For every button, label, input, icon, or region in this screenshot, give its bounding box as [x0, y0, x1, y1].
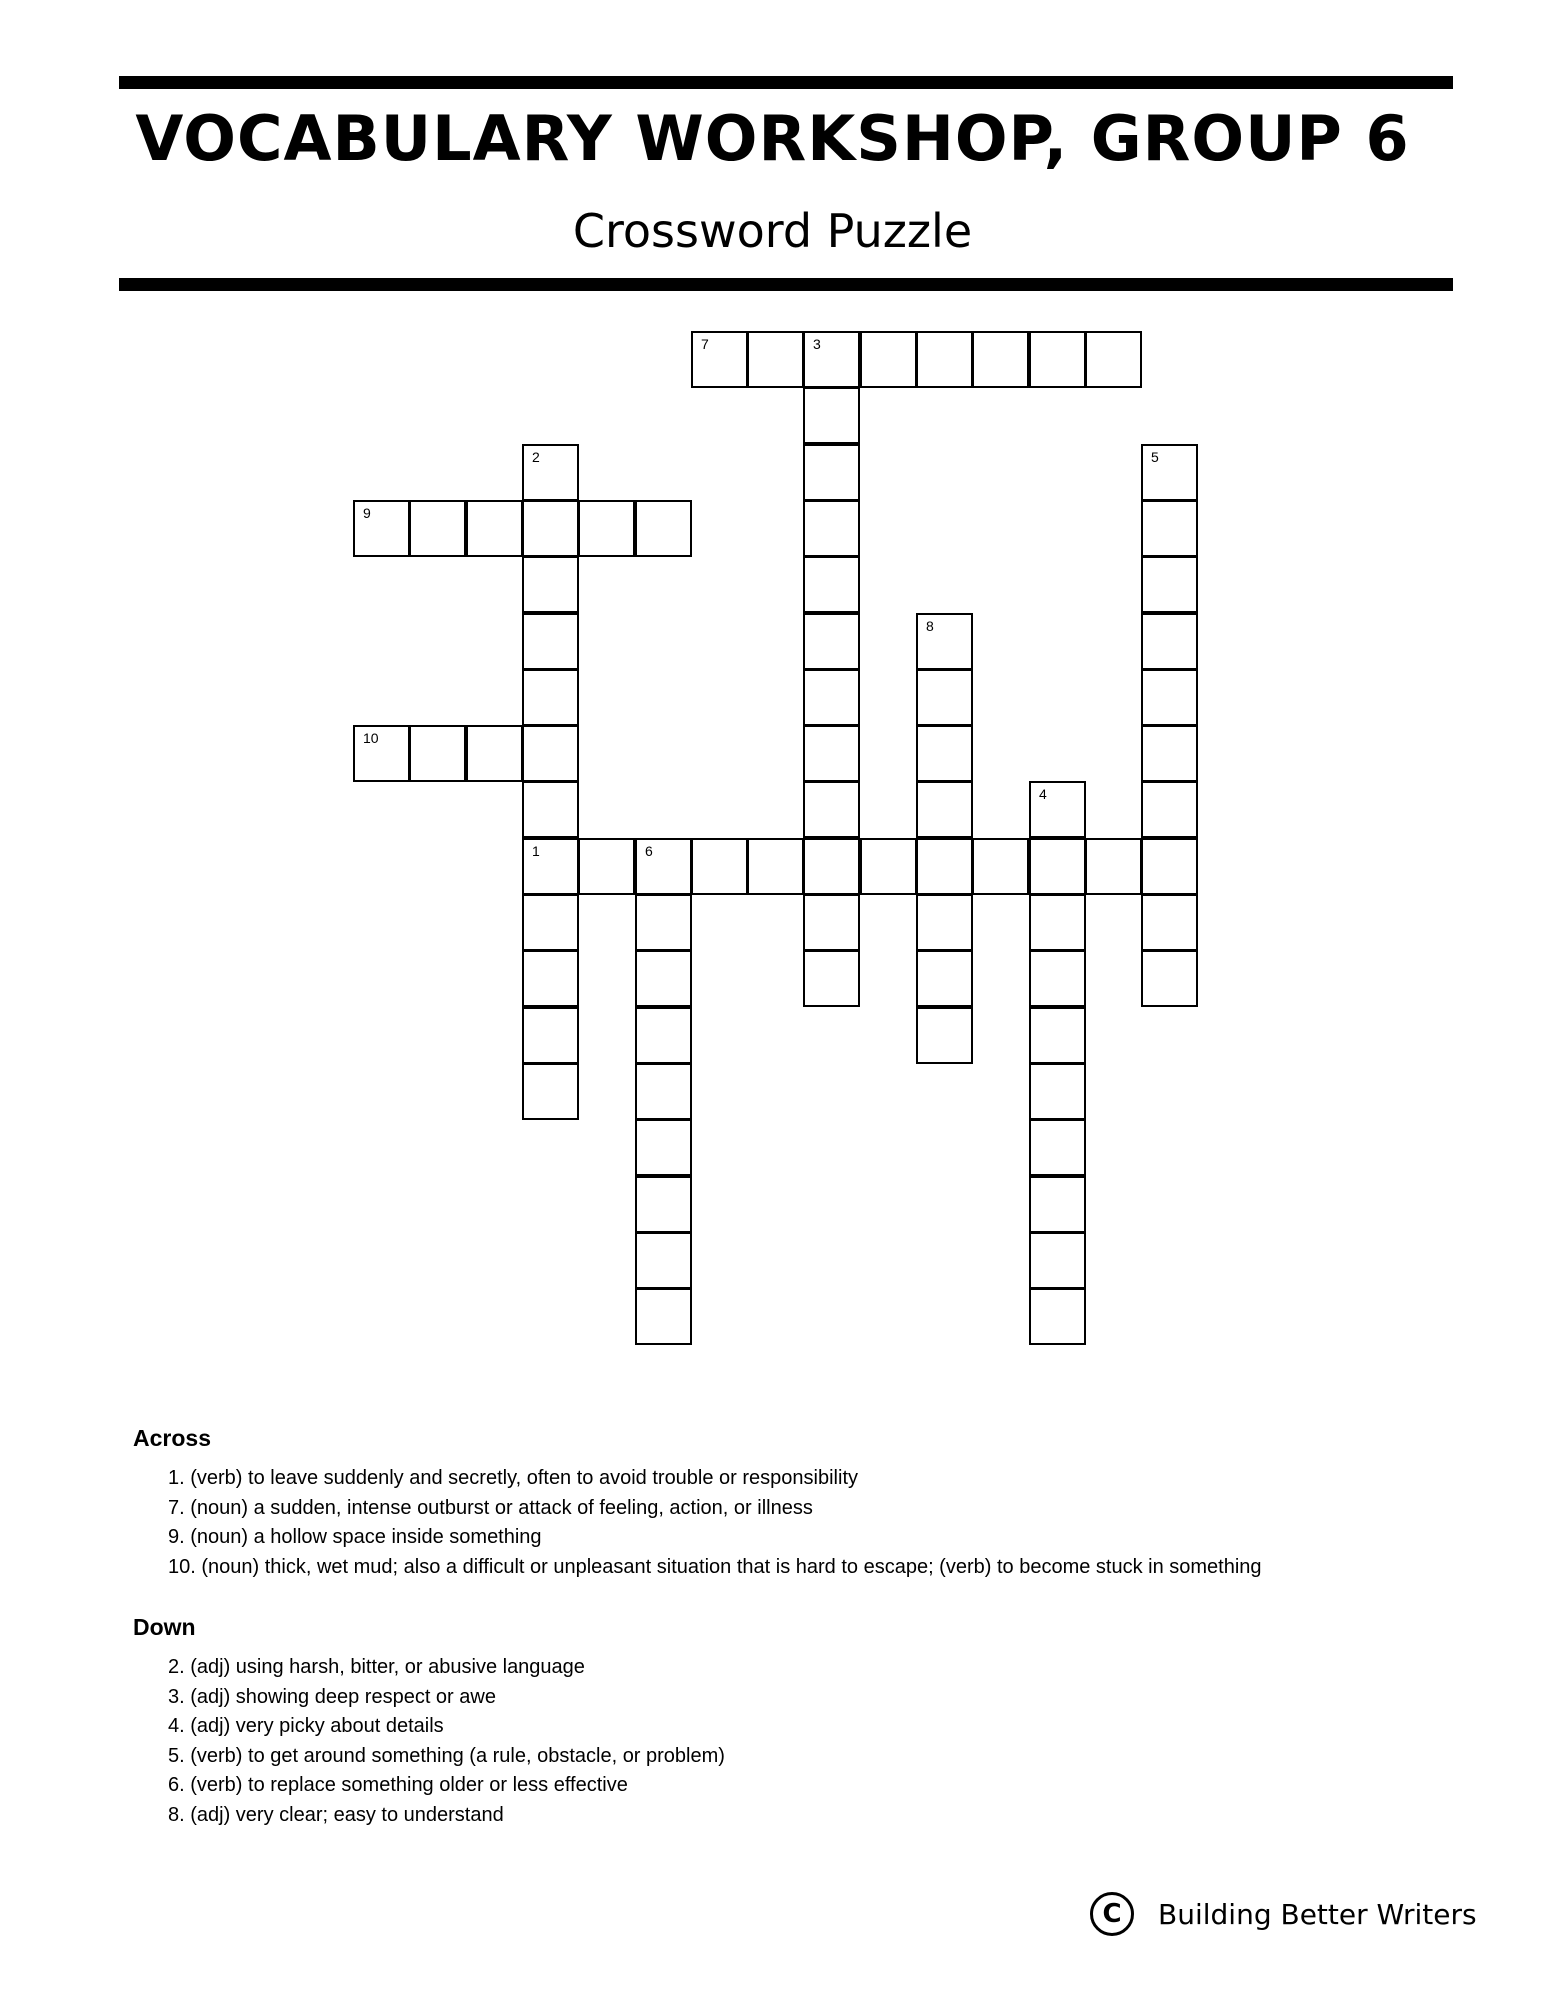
- clue-number: 1: [532, 843, 540, 859]
- crossword-cell[interactable]: [1029, 1119, 1086, 1176]
- clue-number: 4: [1039, 786, 1047, 802]
- crossword-cell[interactable]: [1141, 725, 1198, 782]
- crossword-cell[interactable]: [522, 838, 579, 895]
- down-heading: Down: [133, 1614, 196, 1640]
- crossword-cell[interactable]: [747, 838, 804, 895]
- crossword-cell[interactable]: [803, 331, 860, 388]
- clue-number: 3: [813, 336, 821, 352]
- crossword-cell[interactable]: [803, 613, 860, 670]
- crossword-cell[interactable]: [803, 894, 860, 951]
- crossword-cell[interactable]: [522, 613, 579, 670]
- crossword-cell[interactable]: [1029, 331, 1086, 388]
- crossword-cell[interactable]: [353, 725, 410, 782]
- clue-number: 2: [532, 449, 540, 465]
- down-clue: 3. (adj) showing deep respect or awe: [168, 1685, 496, 1708]
- copyright-icon: C: [1090, 1892, 1134, 1936]
- crossword-cell[interactable]: [522, 669, 579, 726]
- brand-name: Building Better Writers: [1158, 1897, 1477, 1931]
- crossword-cell[interactable]: [1029, 1176, 1086, 1233]
- crossword-cell[interactable]: [635, 1288, 692, 1345]
- page-subtitle: Crossword Puzzle: [572, 204, 973, 258]
- crossword-cell[interactable]: [972, 331, 1029, 388]
- across-clue: 7. (noun) a sudden, intense outburst or attack of feeling, action, or illness: [168, 1496, 813, 1519]
- crossword-cell[interactable]: [578, 838, 635, 895]
- crossword-cell[interactable]: [1141, 669, 1198, 726]
- crossword-cell[interactable]: [635, 1232, 692, 1289]
- down-clue: 2. (adj) using harsh, bitter, or abusive language: [168, 1656, 585, 1678]
- crossword-cell[interactable]: [353, 500, 410, 557]
- crossword-cell[interactable]: [1141, 444, 1198, 501]
- crossword-cell[interactable]: [409, 500, 466, 557]
- crossword-cell[interactable]: [916, 669, 973, 726]
- crossword-cell[interactable]: [803, 725, 860, 782]
- down-clue: 6. (verb) to replace something older or less effective: [168, 1774, 628, 1796]
- crossword-cell[interactable]: [916, 1007, 973, 1064]
- crossword-cell[interactable]: [972, 838, 1029, 895]
- down-clue: 5. (verb) to get around something (a rule, obstacle, or problem): [168, 1744, 725, 1767]
- crossword-cell[interactable]: [1029, 838, 1086, 895]
- clue-number: 9: [363, 505, 371, 521]
- across-clue: 9. (noun) a hollow space inside something: [168, 1526, 542, 1548]
- crossword-cell[interactable]: [522, 894, 579, 951]
- crossword-cell[interactable]: [691, 331, 748, 388]
- crossword-cell[interactable]: [522, 725, 579, 782]
- crossword-cell[interactable]: [803, 781, 860, 838]
- crossword-cell[interactable]: [635, 950, 692, 1007]
- crossword-cell[interactable]: [1141, 838, 1198, 895]
- page-title: VOCABULARY WORKSHOP, GROUP 6: [135, 102, 1410, 175]
- crossword-cell[interactable]: [635, 1063, 692, 1120]
- crossword-cell[interactable]: [635, 838, 692, 895]
- clue-number: 5: [1151, 449, 1159, 465]
- crossword-cell[interactable]: [1029, 781, 1086, 838]
- clue-number: 6: [645, 843, 653, 859]
- crossword-cell[interactable]: [466, 725, 523, 782]
- crossword-cell[interactable]: [803, 950, 860, 1007]
- crossword-cell[interactable]: [1141, 556, 1198, 613]
- down-clue: 8. (adj) very clear; easy to understand: [168, 1803, 504, 1826]
- across-clues: [133, 1427, 1262, 1582]
- crossword-cell[interactable]: [409, 725, 466, 782]
- crossword-cell[interactable]: [916, 331, 973, 388]
- crossword-cell[interactable]: [578, 500, 635, 557]
- crossword-cell[interactable]: [803, 500, 860, 557]
- down-clues: [133, 1616, 725, 1830]
- across-heading: Across: [133, 1425, 211, 1451]
- crossword-cell[interactable]: [1029, 1288, 1086, 1345]
- crossword-cell[interactable]: [635, 894, 692, 951]
- crossword-cell[interactable]: [1141, 500, 1198, 557]
- crossword-cell[interactable]: [803, 444, 860, 501]
- footer-brand: [1090, 1892, 1477, 1936]
- crossword-cell[interactable]: [522, 556, 579, 613]
- down-clue: 4. (adj) very picky about details: [168, 1715, 444, 1737]
- crossword-cell[interactable]: [1085, 838, 1142, 895]
- crossword-cell[interactable]: [916, 894, 973, 951]
- crossword-cell[interactable]: [1141, 781, 1198, 838]
- crossword-cell[interactable]: [803, 838, 860, 895]
- crossword-cell[interactable]: [1029, 1063, 1086, 1120]
- crossword-cell[interactable]: [1141, 613, 1198, 670]
- crossword-cell[interactable]: [522, 950, 579, 1007]
- crossword-cell[interactable]: [803, 669, 860, 726]
- crossword-cell[interactable]: [522, 1007, 579, 1064]
- crossword-cell[interactable]: [635, 500, 692, 557]
- clue-number: 7: [701, 336, 709, 352]
- crossword-cell[interactable]: [860, 838, 917, 895]
- crossword-cell[interactable]: [916, 725, 973, 782]
- crossword-cell[interactable]: [803, 556, 860, 613]
- crossword-cell[interactable]: [522, 1063, 579, 1120]
- crossword-cell[interactable]: [916, 838, 973, 895]
- crossword-cell[interactable]: [860, 331, 917, 388]
- clue-number: 10: [363, 730, 379, 746]
- crossword-cell[interactable]: [691, 838, 748, 895]
- crossword-cell[interactable]: [1029, 1007, 1086, 1064]
- crossword-cell[interactable]: [803, 387, 860, 444]
- crossword-cell[interactable]: [1141, 950, 1198, 1007]
- crossword-cell[interactable]: [635, 1119, 692, 1176]
- across-clue: 1. (verb) to leave suddenly and secretly, often to avoid trouble or responsibility: [168, 1467, 858, 1489]
- crossword-cell[interactable]: [916, 613, 973, 670]
- crossword-cell[interactable]: [635, 1007, 692, 1064]
- crossword-cell[interactable]: [522, 781, 579, 838]
- crossword-cell[interactable]: [916, 950, 973, 1007]
- across-clue: 10. (noun) thick, wet mud; also a difficult or unpleasant situation that is hard to escape; (verb) to become stuck in something: [168, 1555, 1262, 1578]
- crossword-cell[interactable]: [1141, 894, 1198, 951]
- crossword-cell[interactable]: [522, 500, 579, 557]
- crossword-cell[interactable]: [635, 1176, 692, 1233]
- crossword-cell[interactable]: [1085, 331, 1142, 388]
- crossword-cell[interactable]: [747, 331, 804, 388]
- crossword-cell[interactable]: [466, 500, 523, 557]
- crossword-cell[interactable]: [1029, 1232, 1086, 1289]
- crossword-cell[interactable]: [522, 444, 579, 501]
- clue-number: 8: [926, 618, 934, 634]
- crossword-cell[interactable]: [916, 781, 973, 838]
- crossword-cell[interactable]: [1029, 894, 1086, 951]
- crossword-cell[interactable]: [1029, 950, 1086, 1007]
